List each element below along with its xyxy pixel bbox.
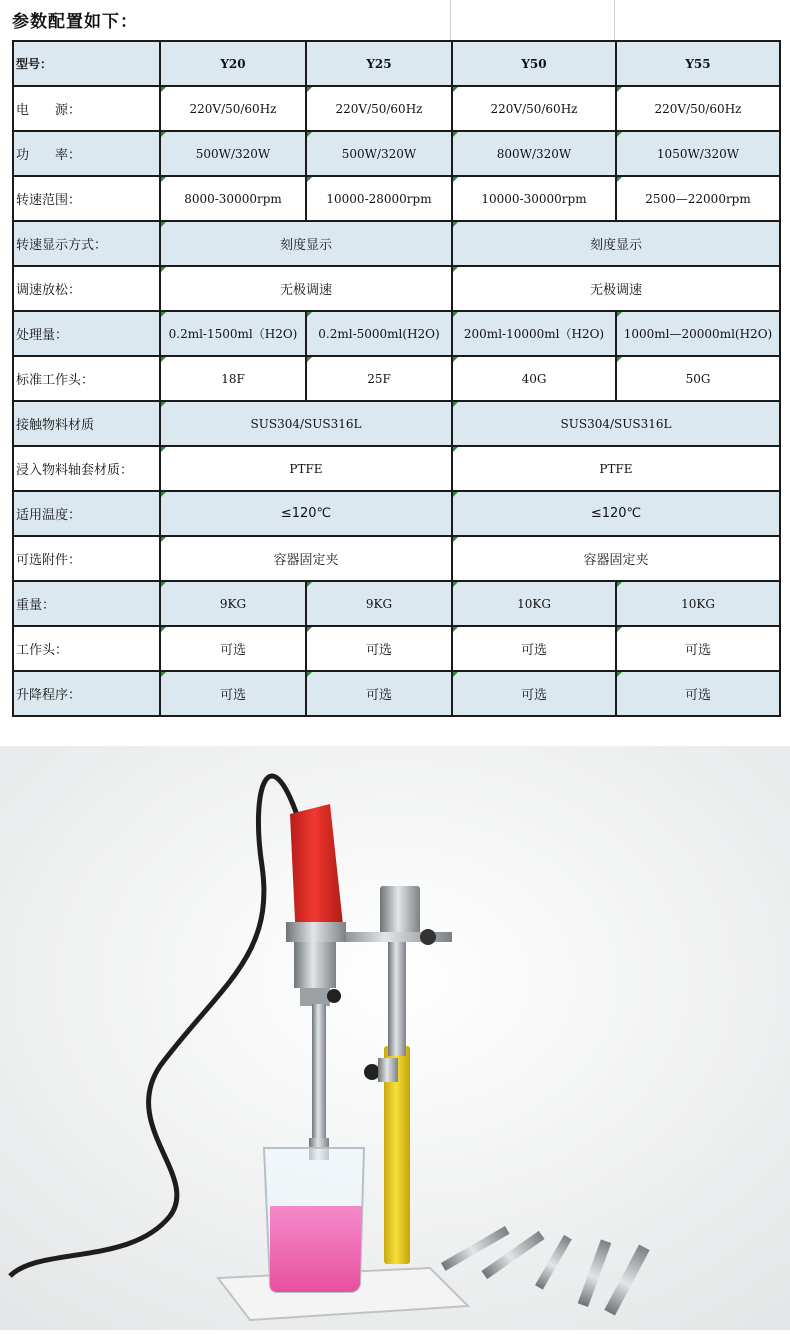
cell-marker (453, 267, 458, 272)
table-cell: 2500—22000rpm (616, 176, 780, 221)
table-row (13, 581, 780, 626)
header-model-y25: Y25 (306, 41, 452, 86)
table-cell: 可选 (616, 626, 780, 671)
cell-marker (161, 447, 166, 452)
header-model-label: 型号： (13, 41, 160, 86)
cell-marker (617, 312, 622, 317)
table-row (13, 626, 780, 671)
cell-marker (617, 627, 622, 632)
table-cell: ≤120℃ (452, 491, 780, 536)
row-label: 标准工作头： (13, 356, 160, 401)
cell-marker (307, 312, 312, 317)
cell-marker (453, 537, 458, 542)
table-cell: 可选 (160, 671, 306, 716)
cell-marker (453, 132, 458, 137)
table-row (13, 536, 780, 581)
table-cell: 容器固定夹 (452, 536, 780, 581)
table-cell: 刻度显示 (160, 221, 452, 266)
table-cell: 800W/320W (452, 131, 616, 176)
header-model-y20: Y20 (160, 41, 306, 86)
cell-marker (453, 402, 458, 407)
row-label: 处理量： (13, 311, 160, 356)
table-cell: 220V/50/60Hz (452, 86, 616, 131)
table-cell: PTFE (160, 446, 452, 491)
cell-marker (161, 267, 166, 272)
table-cell: 0.2ml-5000ml(H2O) (306, 311, 452, 356)
cell-marker (453, 447, 458, 452)
row-label: 功 率： (13, 131, 160, 176)
cell-marker (161, 312, 166, 317)
table-cell: 25F (306, 356, 452, 401)
cell-marker (617, 357, 622, 362)
table-cell: 220V/50/60Hz (306, 86, 452, 131)
row-label: 电 源： (13, 86, 160, 131)
row-label: 重量： (13, 581, 160, 626)
cell-marker (307, 177, 312, 182)
divider (450, 0, 451, 40)
table-cell: 无极调速 (452, 266, 780, 311)
table-cell: 可选 (616, 671, 780, 716)
table-cell: 40G (452, 356, 616, 401)
row-label: 工作头： (13, 626, 160, 671)
cell-marker (453, 222, 458, 227)
table-cell: 10KG (616, 581, 780, 626)
cell-marker (617, 672, 622, 677)
table-cell: 1050W/320W (616, 131, 780, 176)
table-cell: 0.2ml-1500ml（H2O) (160, 311, 306, 356)
cell-marker (307, 627, 312, 632)
cell-marker (161, 582, 166, 587)
table-cell: ≤120℃ (160, 491, 452, 536)
page-title: 参数配置如下： (12, 12, 138, 32)
table-cell: 1000ml—20000ml(H2O) (616, 311, 780, 356)
table-row (13, 446, 780, 491)
cell-marker (161, 492, 166, 497)
table-cell: PTFE (452, 446, 780, 491)
cell-marker (453, 672, 458, 677)
table-cell: 9KG (306, 581, 452, 626)
cell-marker (161, 402, 166, 407)
row-label: 升降程序： (13, 671, 160, 716)
cell-marker (161, 627, 166, 632)
cell-marker (617, 582, 622, 587)
table-header-row (13, 41, 780, 86)
table-row (13, 311, 780, 356)
cell-marker (453, 312, 458, 317)
disperser-shaft (312, 1004, 326, 1154)
row-label: 适用温度： (13, 491, 160, 536)
cell-marker (161, 537, 166, 542)
divider (614, 0, 615, 40)
cell-marker (453, 582, 458, 587)
pink-liquid (270, 1206, 362, 1292)
table-cell: 容器固定夹 (160, 536, 452, 581)
cell-marker (453, 627, 458, 632)
table-cell: 220V/50/60Hz (160, 86, 306, 131)
table-row (13, 491, 780, 536)
table-cell: 500W/320W (160, 131, 306, 176)
table-row (13, 266, 780, 311)
cell-marker (617, 177, 622, 182)
table-row (13, 356, 780, 401)
table-cell: 可选 (452, 671, 616, 716)
table-row (13, 131, 780, 176)
table-cell: 220V/50/60Hz (616, 86, 780, 131)
table-cell: 500W/320W (306, 131, 452, 176)
title-band (0, 0, 790, 40)
cell-marker (617, 87, 622, 92)
table-row (13, 671, 780, 716)
table-cell: SUS304/SUS316L (452, 401, 780, 446)
cell-marker (307, 582, 312, 587)
table-cell: 可选 (160, 626, 306, 671)
table-cell: 可选 (452, 626, 616, 671)
cell-marker (307, 87, 312, 92)
table-row (13, 176, 780, 221)
row-label: 转速显示方式： (13, 221, 160, 266)
cell-marker (161, 87, 166, 92)
table-cell: SUS304/SUS316L (160, 401, 452, 446)
cell-marker (453, 492, 458, 497)
table-cell: 刻度显示 (452, 221, 780, 266)
table-cell: 50G (616, 356, 780, 401)
table-row (13, 401, 780, 446)
cell-marker (453, 357, 458, 362)
header-model-y50: Y50 (452, 41, 616, 86)
row-label: 接触物料材质 (13, 401, 160, 446)
cell-marker (307, 132, 312, 137)
cell-marker (161, 177, 166, 182)
cell-marker (161, 132, 166, 137)
table-cell: 可选 (306, 626, 452, 671)
cell-marker (617, 132, 622, 137)
spec-table (12, 40, 781, 717)
cell-marker (453, 87, 458, 92)
table-cell: 可选 (306, 671, 452, 716)
table-cell: 10KG (452, 581, 616, 626)
table-cell: 9KG (160, 581, 306, 626)
cell-marker (161, 222, 166, 227)
row-label: 可选附件： (13, 536, 160, 581)
cell-marker (453, 177, 458, 182)
row-label: 调速放松： (13, 266, 160, 311)
table-row (13, 86, 780, 131)
cell-marker (307, 357, 312, 362)
cell-marker (161, 672, 166, 677)
table-cell: 18F (160, 356, 306, 401)
cell-marker (161, 357, 166, 362)
cell-marker (307, 672, 312, 677)
homogenizer-illustration (0, 746, 790, 1330)
row-label: 转速范围： (13, 176, 160, 221)
table-cell: 8000-30000rpm (160, 176, 306, 221)
product-photo (0, 746, 790, 1330)
height-knob (364, 1064, 380, 1080)
row-label: 浸入物料轴套材质： (13, 446, 160, 491)
table-cell: 无极调速 (160, 266, 452, 311)
table-cell: 10000-30000rpm (452, 176, 616, 221)
table-cell: 200ml-10000ml（H2O) (452, 311, 616, 356)
table-row (13, 221, 780, 266)
header-model-y55: Y55 (616, 41, 780, 86)
table-cell: 10000-28000rpm (306, 176, 452, 221)
